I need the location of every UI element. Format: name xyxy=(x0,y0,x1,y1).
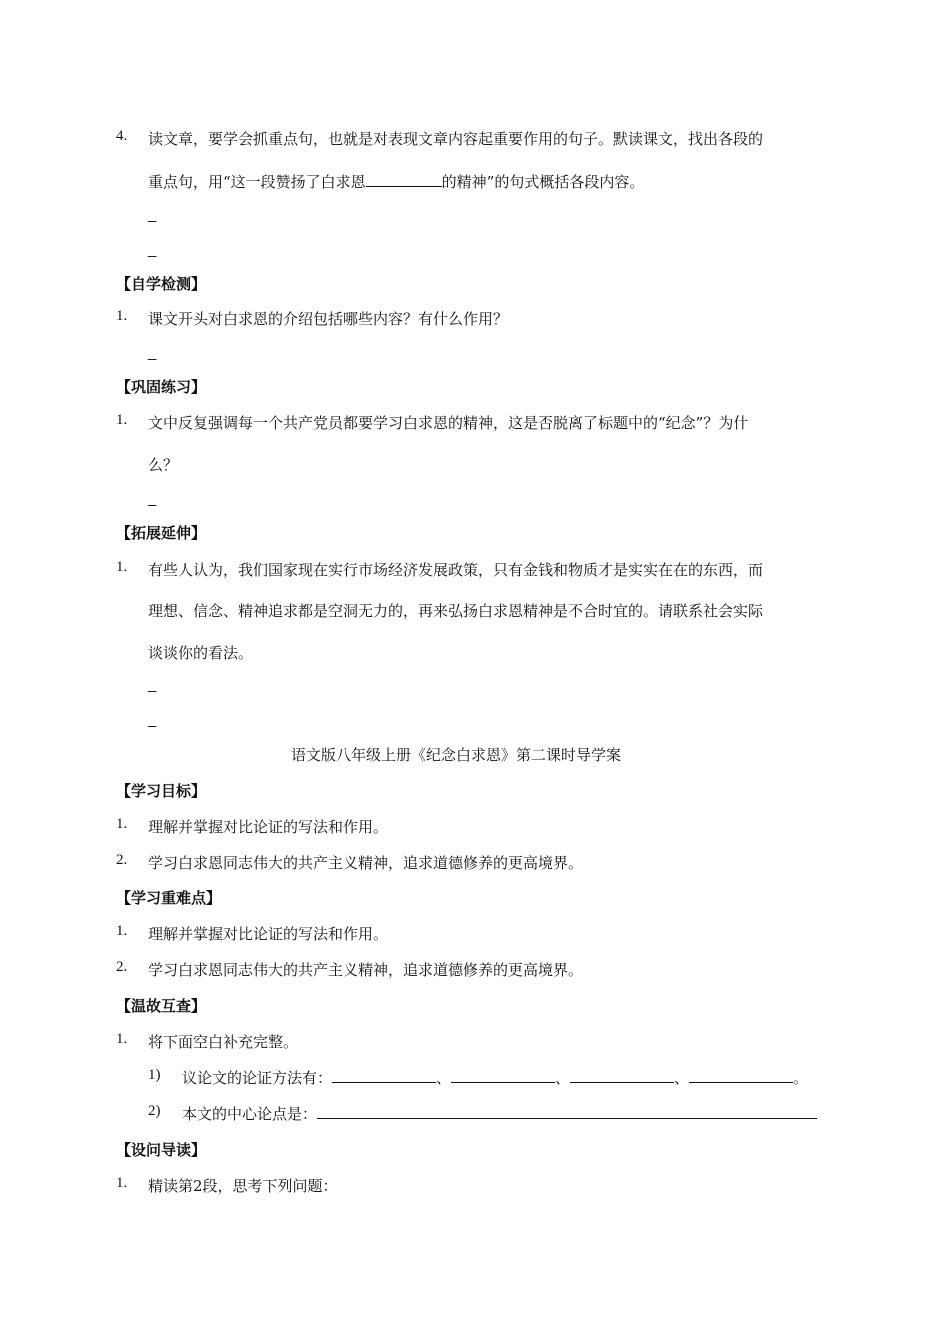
section-heading-self-check: 【自学检测】 xyxy=(116,275,207,293)
q4-text-line2 xyxy=(148,171,644,192)
method-blank[interactable] xyxy=(570,1068,674,1083)
self-check-q1-text: 课文开头对白求恩的介绍包括哪些内容？有什么作用？ xyxy=(148,310,509,328)
q4-text-line2-end: 的精神”的句式概括各段内容。 xyxy=(441,173,645,191)
review-sub1-number: 1) xyxy=(148,1067,161,1083)
method-blank[interactable] xyxy=(451,1068,555,1083)
key-points-item-text: 理解并掌握对比论证的写法和作用。 xyxy=(148,925,389,943)
extend-q1-line3: 谈谈你的看法。 xyxy=(148,644,254,662)
thesis-blank[interactable] xyxy=(317,1104,817,1119)
answer-line[interactable]: _ xyxy=(148,344,157,361)
method-blank[interactable] xyxy=(332,1068,436,1083)
consolidate-q1-line2: 么？ xyxy=(148,456,179,474)
section-heading-goals: 【学习目标】 xyxy=(116,782,207,800)
review-sub1-text: 议论文的论证方法有： xyxy=(182,1069,333,1087)
review-sub2-line xyxy=(182,1103,817,1124)
q4-number: 4. xyxy=(116,128,128,144)
separator: 、 xyxy=(436,1069,452,1087)
key-points-item-number: 1. xyxy=(116,923,128,939)
q4-text-line1: 读文章，要学会抓重点句，也就是对表现文章内容起重要作用的句子。默读课文，找出各段的 xyxy=(148,130,764,148)
section-heading-guided: 【设问导读】 xyxy=(116,1141,207,1159)
consolidate-q1-number: 1. xyxy=(116,412,128,428)
review-q1-text: 将下面空白补充完整。 xyxy=(148,1033,299,1051)
section-heading-consolidate: 【巩固练习】 xyxy=(116,378,207,396)
guided-q1-number: 1. xyxy=(116,1175,128,1191)
key-points-item-text: 学习白求恩同志伟大的共产主义精神，追求道德修养的更高境界。 xyxy=(148,961,584,979)
review-sub2-number: 2) xyxy=(148,1103,161,1119)
consolidate-q1-line1: 文中反复强调每一个共产党员都要学习白求恩的精神，这是否脱离了标题中的“纪念”？为什 xyxy=(148,414,749,432)
separator: 、 xyxy=(555,1069,571,1087)
extend-q1-line2: 理想、信念、精神追求都是空洞无力的，再来弘扬白求恩精神是不合时宜的。请联系社会实际 xyxy=(148,602,764,620)
method-blank[interactable] xyxy=(689,1068,793,1083)
extend-q1-line1: 有些人认为，我们国家现在实行市场经济发展政策，只有金钱和物质才是实实在在的东西，而 xyxy=(148,561,764,579)
review-q1-number: 1. xyxy=(116,1031,128,1047)
section-heading-extend: 【拓展延伸】 xyxy=(116,524,207,542)
goals-item-text: 学习白求恩同志伟大的共产主义精神，追求道德修养的更高境界。 xyxy=(148,854,584,872)
q4-blank[interactable] xyxy=(366,172,442,187)
answer-line[interactable]: _ xyxy=(148,206,157,223)
key-points-item-number: 2. xyxy=(116,959,128,975)
guided-q1-text: 精读第2段，思考下列问题： xyxy=(148,1177,338,1195)
answer-line[interactable]: _ xyxy=(148,241,157,258)
goals-item-number: 2. xyxy=(116,852,128,868)
review-sub1-line xyxy=(182,1067,808,1088)
section-heading-review: 【温故互查】 xyxy=(116,997,207,1015)
self-check-q1-number: 1. xyxy=(116,308,128,324)
answer-line[interactable]: _ xyxy=(148,490,157,507)
section-heading-key-points: 【学习重难点】 xyxy=(116,889,222,907)
answer-line[interactable]: _ xyxy=(148,711,157,728)
period: 。 xyxy=(793,1069,809,1087)
lesson2-title: 语文版八年级上册《纪念白求恩》第二课时导学案 xyxy=(291,746,622,764)
answer-line[interactable]: _ xyxy=(148,676,157,693)
review-sub2-text: 本文的中心论点是： xyxy=(182,1105,318,1123)
goals-item-text: 理解并掌握对比论证的写法和作用。 xyxy=(148,818,389,836)
extend-q1-number: 1. xyxy=(116,559,128,575)
separator: 、 xyxy=(674,1069,690,1087)
goals-item-number: 1. xyxy=(116,816,128,832)
q4-text-line2-start: 重点句，用“这一段赞扬了白求恩 xyxy=(148,173,366,191)
